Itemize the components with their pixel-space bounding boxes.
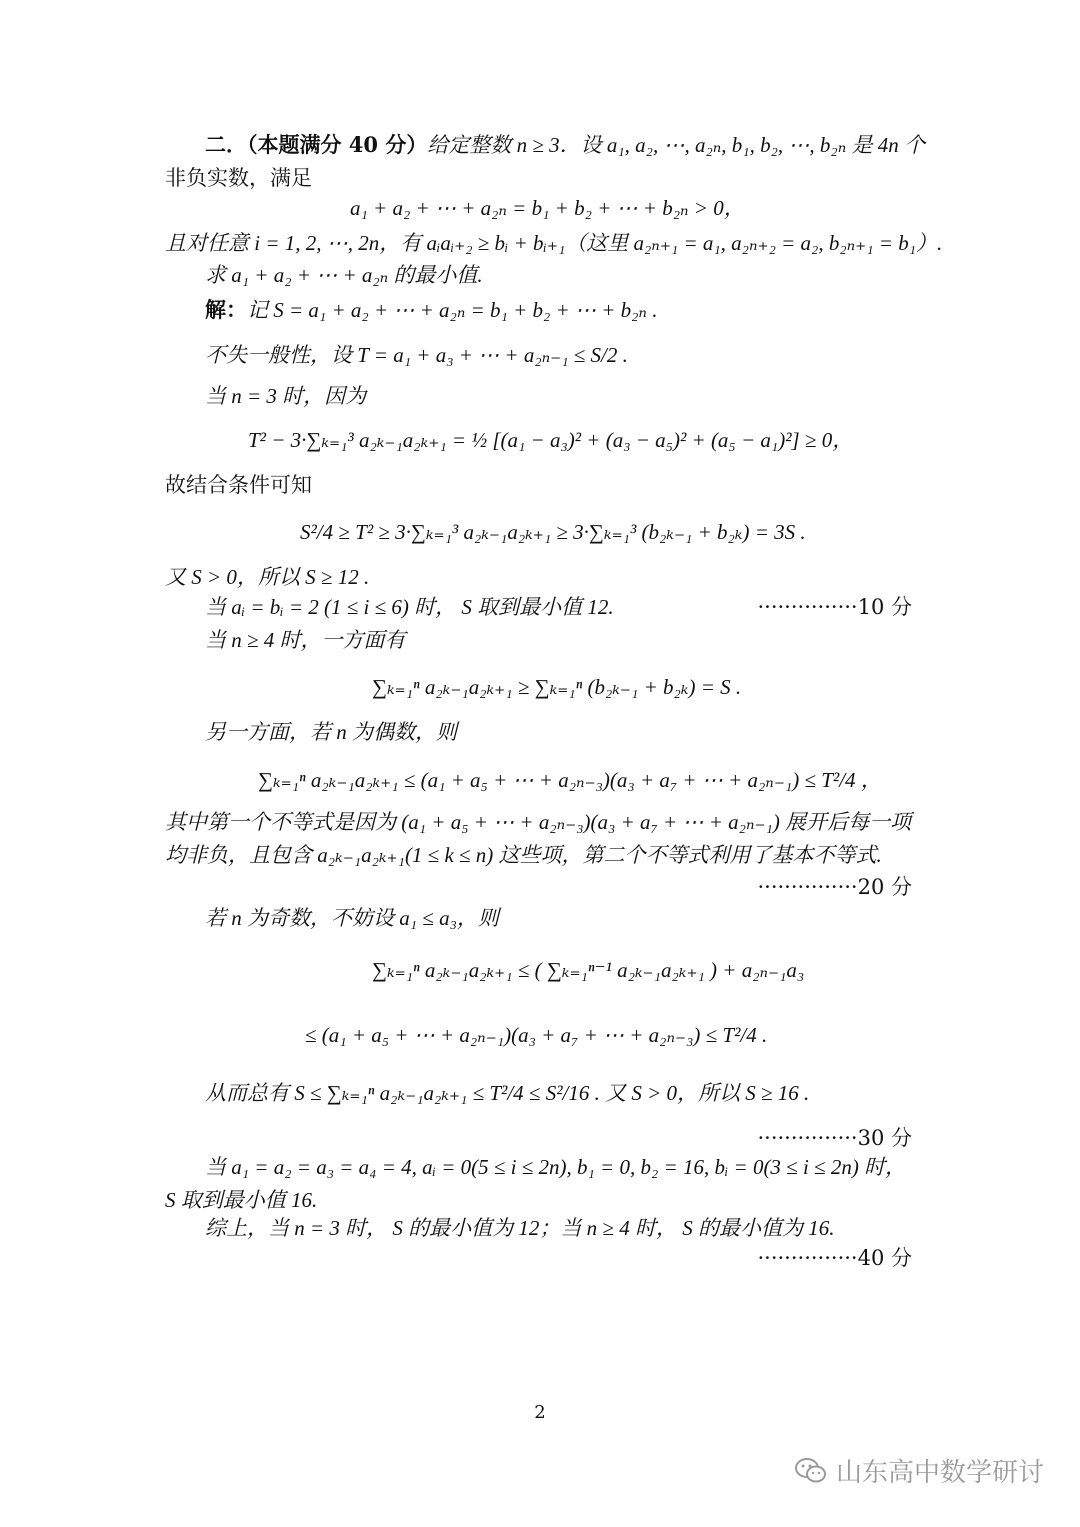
problem-statement: 给定整数 n ≥ 3．设 a₁, a₂, ⋯, a₂ₙ, b₁, b₂, ⋯, b₂ₙ 是 4n 个 bbox=[427, 133, 925, 157]
watermark-text: 山东高中数学研讨 bbox=[835, 1458, 1044, 1488]
solution-label: 解： bbox=[205, 297, 247, 322]
solution-line-13: 当 a₁ = a₂ = a₃ = a₄ = 4, aᵢ = 0(5 ≤ i ≤ 2n), b₁ = 0, b₂ = 16, bᵢ = 0(3 ≤ i ≤ 2n) 时， bbox=[205, 1155, 907, 1179]
equation-2: T² − 3·∑ₖ₌₁³ a₂ₖ₋₁a₂ₖ₊₁ = ½ [(a₁ − a₃)² + (a₃ − a₅)² + (a₅ − a₁)²] ≥ 0， bbox=[248, 428, 854, 452]
equation-6: ∑ₖ₌₁ⁿ a₂ₖ₋₁a₂ₖ₊₁ ≤ ( ∑ₖ₌₁ⁿ⁻¹ a₂ₖ₋₁a₂ₖ₊₁ ) + a₂ₙ₋₁a₃ bbox=[372, 958, 805, 982]
solution-line-6: 当 aᵢ = bᵢ = 2 (1 ≤ i ≤ 6) 时， S 取到最小值 12. bbox=[205, 595, 614, 619]
equation-5: ∑ₖ₌₁ⁿ a₂ₖ₋₁a₂ₖ₊₁ ≤ (a₁ + a₅ + ⋯ + a₂ₙ₋₃)(a₃ + a₇ + ⋯ + a₂ₙ₋₁) ≤ T²/4 ， bbox=[258, 768, 882, 792]
equation-3: S²/4 ≥ T² ≥ 3·∑ₖ₌₁³ a₂ₖ₋₁a₂ₖ₊₁ ≥ 3·∑ₖ₌₁³ (b₂ₖ₋₁ + b₂ₖ) = 3S . bbox=[300, 520, 806, 544]
solution-line-11: 若 n 为奇数，不妨设 a₁ ≤ a₃，则 bbox=[205, 906, 499, 930]
solution-line-12: 从而总有 S ≤ ∑ₖ₌₁ⁿ a₂ₖ₋₁a₂ₖ₊₁ ≤ T²/4 ≤ S²/16 . 又 S > 0，所以 S ≥ 16 . bbox=[205, 1081, 810, 1105]
problem-line-1 bbox=[205, 130, 925, 160]
solution-line-1 bbox=[205, 295, 657, 325]
problem-equation-1: a₁ + a₂ + ⋯ + a₂ₙ = b₁ + b₂ + ⋯ + b₂ₙ > 0， bbox=[350, 196, 745, 220]
equation-4: ∑ₖ₌₁ⁿ a₂ₖ₋₁a₂ₖ₊₁ ≥ ∑ₖ₌₁ⁿ (b₂ₖ₋₁ + b₂ₖ) = S . bbox=[372, 675, 742, 699]
solution-line-2: 不失一般性，设 T = a₁ + a₃ + ⋯ + a₂ₙ₋₁ ≤ S/2 . bbox=[205, 343, 628, 367]
solution-line-3: 当 n = 3 时，因为 bbox=[205, 384, 367, 408]
solution-line-9: 其中第一个不等式是因为 (a₁ + a₅ + ⋯ + a₂ₙ₋₃)(a₃ + a₇ + ⋯ + a₂ₙ₋₁) 展开后每一项 bbox=[165, 810, 912, 834]
solution-definition-s: 记 S = a₁ + a₂ + ⋯ + a₂ₙ = b₁ + b₂ + ⋯ + b₂ₙ . bbox=[247, 298, 658, 322]
problem-question: 求 a₁ + a₂ + ⋯ + a₂ₙ 的最小值. bbox=[205, 263, 483, 287]
solution-line-15: 综上，当 n = 3 时， S 的最小值为 12；当 n ≥ 4 时， S 的最小值为 16. bbox=[205, 1216, 835, 1240]
score-marker-20: ···············20 分 bbox=[757, 875, 912, 899]
page-number: 2 bbox=[534, 1402, 546, 1423]
score-marker-40: ···············40 分 bbox=[757, 1246, 912, 1270]
score-marker-30: ···············30 分 bbox=[757, 1126, 912, 1150]
solution-line-10: 均非负，且包含 a₂ₖ₋₁a₂ₖ₊₁(1 ≤ k ≤ n) 这些项，第二个不等式利用了基本不等式. bbox=[165, 843, 882, 867]
wechat-icon bbox=[794, 1456, 828, 1486]
solution-line-8: 另一方面，若 n 为偶数，则 bbox=[205, 720, 457, 744]
score-marker-10: ···············10 分 bbox=[757, 595, 912, 619]
solution-line-5: 又 S > 0，所以 S ≥ 12 . bbox=[165, 565, 370, 589]
solution-line-14: S 取到最小值 16. bbox=[165, 1188, 318, 1212]
equation-7: ≤ (a₁ + a₅ + ⋯ + a₂ₙ₋₁)(a₃ + a₇ + ⋯ + a₂ₙ₋₃) ≤ T²/4 . bbox=[305, 1023, 768, 1047]
problem-line-2: 非负实数，满足 bbox=[165, 166, 312, 190]
problem-label: 二．（本题满分 40 分） bbox=[205, 132, 428, 157]
solution-line-7: 当 n ≥ 4 时，一方面有 bbox=[205, 628, 406, 652]
solution-line-4: 故结合条件可知 bbox=[165, 473, 312, 497]
watermark bbox=[794, 1452, 1044, 1489]
problem-line-3: 且对任意 i = 1, 2, ⋯, 2n，有 aᵢaᵢ₊₂ ≥ bᵢ + bᵢ₊₁（这里 a₂ₙ₊₁ = a₁, a₂ₙ₊₂ = a₂, b₂ₙ₊₁ = b₁）. bbox=[165, 231, 943, 255]
